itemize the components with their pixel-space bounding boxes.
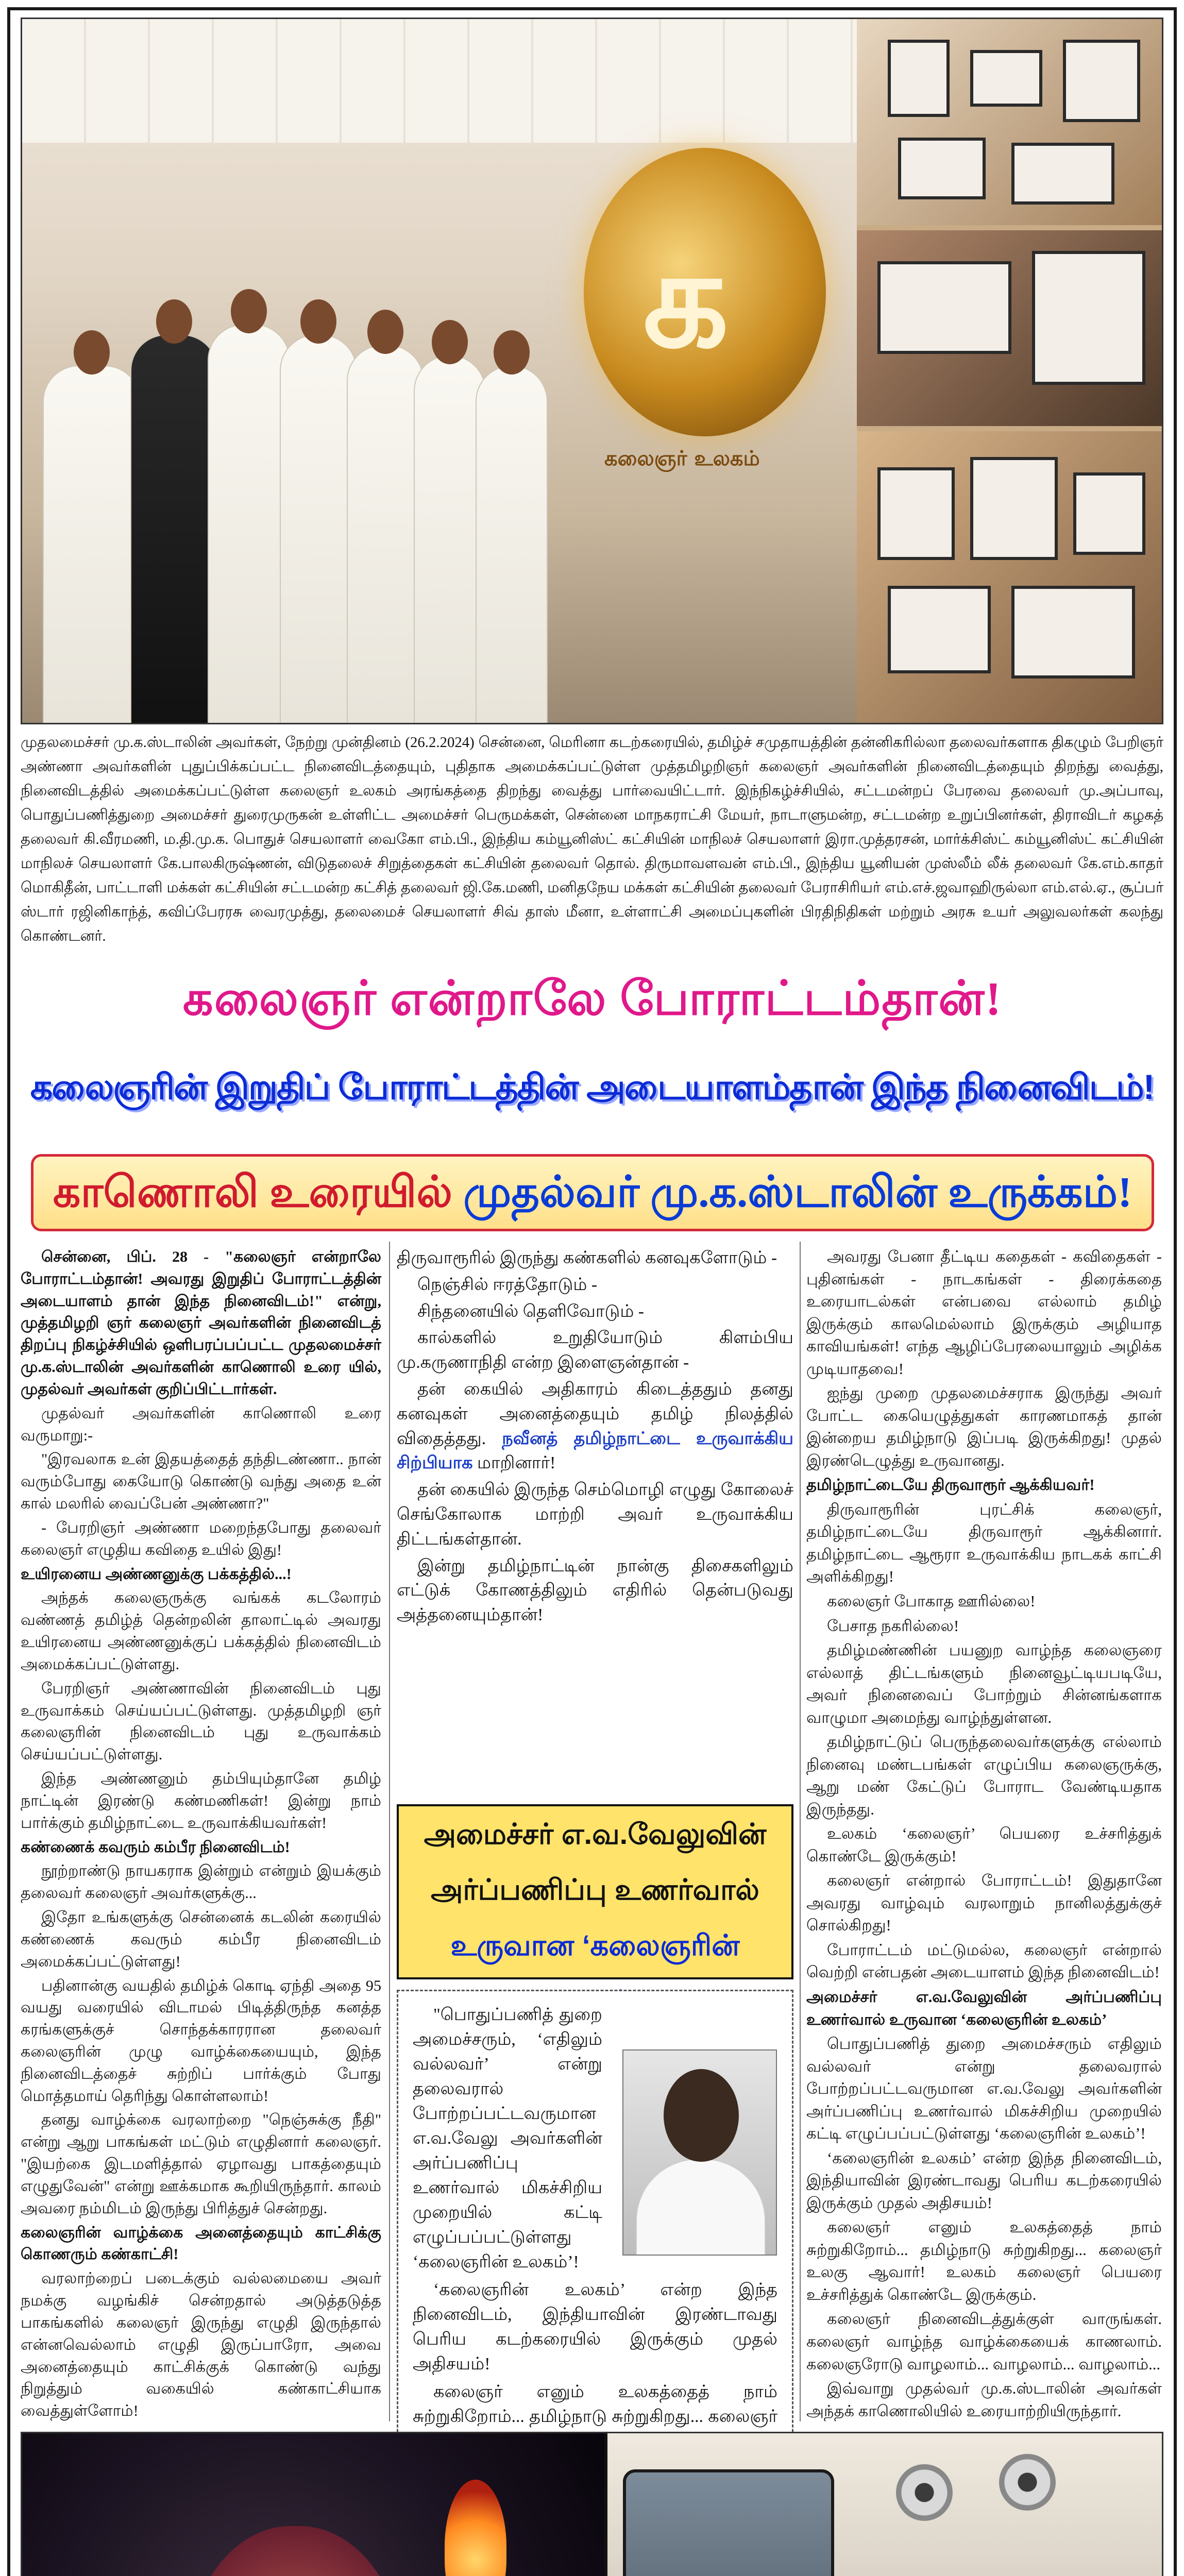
paragraph-text: நூற்றாண்டு நாயகராக இன்றும் என்றும் இயக்கும் தலைவர் கலைஞர் அவர்களுக்கு...	[21, 1862, 381, 1902]
box-headline	[397, 1804, 793, 1979]
logo-letter: க	[643, 220, 729, 377]
box-paragraph: "பொதுப்பணித் துறை அமைச்சரும், ‘எதிலும் வல்லவர்’ என்று தலைவரால் போற்றப்பட்டவருமான எ.வ.வேலு அவர்களின் அர்ப்பணிப்பு உணர்வால் மிகச்சிறிய முறையில் கட்டி எழுப்பப்பட்டுள்ளது ‘கலைஞரின் உலகம்’!	[413, 2005, 602, 2272]
sub-headline-part-1: காணொலி உரையில்	[53, 1168, 464, 1216]
paragraph	[21, 1906, 381, 1972]
paragraph	[21, 2267, 381, 2422]
minister-portrait	[622, 2049, 777, 2256]
paragraph	[21, 2109, 381, 2219]
paragraph	[806, 2033, 1162, 2145]
paragraph	[397, 1326, 793, 1375]
paragraph	[21, 1677, 381, 1766]
torch-icon	[445, 2480, 506, 2576]
box-paragraph: கலைஞர் எனும் உலகத்தைத் நாம் சுற்றுகிறோம்... தமிழ்நாடு சுற்றுகிறது... கலைஞர்	[413, 2382, 777, 2426]
paragraph	[806, 2216, 1162, 2306]
paragraph-text: கலைஞர் எனும் உலகத்தைத் நாம் சுற்றுகிறோம்... தமிழ்நாடு சுற்றுகிறது... கலைஞர் உலகு ஆவார்! உலகம் கலைஞர் பெயரை உச்சரித்துக் கொண்டே இருக்கும்.	[806, 2218, 1162, 2303]
paragraph-text: கலைஞர் போகாத ஊரில்லை!	[827, 1592, 1036, 1610]
paragraph-text: சென்னை, பிப். 28 - "கலைஞர் என்றாலே போராட்டம்தான்! அவரது இறுதிப் போராட்டத்தின் அடையாளம் தான் இந்த நினைவிடம்!" என்று, முத்தமிழறி ஞர் கலைஞர் அவர்களின் நினைவிடத் திறப்பு நிகழ்ச்சியில் ஒளிபரப்பப்பட்ட முதலமைச்சர் மு.க.ஸ்டாலின் அவர்களின் காணொலி உரை யில், முதல்வர் அவர்கள் குறிப்பிட்டார்கள்.	[21, 1248, 381, 1398]
section-heading	[21, 1563, 381, 1585]
article-column-2	[397, 1246, 793, 1630]
paragraph-text: பொதுப்பணித் துறை அமைச்சரும் எதிலும் வல்லவர் என்று தலைவரால் போற்றப்பட்டவருமான எ.வ.வேலு அவர்களின் அர்ப்பணிப்பு உணர்வால் மிகச்சிறிய முறையில் கட்டி எழுப்பப்பட்டுள்ளது ‘கலைஞரின் உலகம்’!	[806, 2035, 1162, 2143]
ceiling-fan-icon	[999, 2454, 1056, 2511]
top-photo-caption: முதலமைச்சர் மு.க.ஸ்டாலின் அவர்கள், நேற்று முன்தினம் (26.2.2024) சென்னை, மெரினா கடற்கரையில், தமிழ்ச் சமுதாயத்தின் தன்னிகரில்லா தலைவர்களாக திகழும் பேறிஞர் அண்ணா அவர்களின் புதுப்பிக்கப்பட்ட நினைவிடத்தையும், புதிதாக அமைக்கப்பட்டுள்ள முத்தமிழறிஞர் கலைஞர் அவர்களின் நினைவிடத்தையும் திறந்து வைத்து, நினைவிடத்தில் அமைக்கப்பட்டுள்ள கலைஞர் உலகம் அரங்கத்தை திறந்து வைத்து பார்வையிட்டார். இந்நிகழ்ச்சியில், சட்டமன்றப் பேரவை தலைவர் மு.அப்பாவு, பொதுப்பணித்துறை அமைச்சர் துரைமுருகன் உள்ளிட்ட அமைச்சர் பெருமக்கள், சென்னை மாநகராட்சி மேயர், நாடாளுமன்ற, சட்டமன்ற உறுப்பினர்கள், திராவிடர் கழகத் தலைவர் கி.வீரமணி, ம.தி.மு.க. பொதுச் செயலாளர் வைகோ எம்.பி., இந்திய கம்யூனிஸ்ட் கட்சியின் மாநிலச் செயலாளர் இரா.முத்தரசன், மார்க்சிஸ்ட் கம்யூனிஸ்ட் கட்சியின் மாநிலச் செயலாளர் கே.பாலகிருஷ்ணன், விடுதலைச் சிறுத்தைகள் கட்சியின் தலைவர் தொல். திருமாவளவன் எம்.பி., இந்திய யூனியன் முஸ்லீம் லீக் தலைவர் கே.எம்.காதர் மொகிதீன், பாட்டாளி மக்கள் கட்சியின் சட்டமன்ற கட்சித் தலைவர் ஜி.கே.மணி, மனிதநேய மக்கள் கட்சியின் தலைவர் பேராசிரியர் எம்.எச்.ஜவாஹிருல்லா எம்.எல்.ஏ., சூப்பர் ஸ்டார் ரஜினிகாந்த், கவிப்பேரரசு வைரமுத்து, தலைமைச் செயலாளர் சிவ் தாஸ் மீனா, உள்ளாட்சி அமைப்புகளின் பிரதிநிதிகள் மற்றும் அரசு உயர் அலுவலர்கள் கலந்து கொண்டனர்.	[21, 734, 1163, 944]
paragraph-text: அமைச்சர் எ.வ.வேலுவின் அர்ப்பணிப்பு உணர்வால் உருவான ‘கலைஞரின் உலகம்’	[806, 1988, 1162, 2028]
paragraph-text: திருவாரூரின் புரட்சிக் கலைஞர், தமிழ்நாட்டையே திருவாரூர் ஆக்கினார். தமிழ்நாட்டை ஆரூரா உருவாக்கிய நாடகக் காட்சி அளிக்கிறது!	[806, 1500, 1162, 1586]
paragraph	[806, 1615, 1162, 1638]
paragraph	[806, 2308, 1162, 2376]
section-heading	[21, 1836, 381, 1858]
highlight-text: நவீனத் தமிழ்நாட்டை உருவாக்கிய சிற்பியாக	[397, 1429, 793, 1473]
paragraph	[806, 1639, 1162, 1729]
paragraph-text: இந்த அண்ணனும் தம்பியும்தானே தமிழ் நாட்டின் இரண்டு கண்மணிகள்! இன்று நாம் பார்க்கும் தமிழ்நாட்டை உருவாக்கியவர்கள்!	[21, 1770, 381, 1832]
paragraph-text: கால்களில் உறுதியோடும் கிளம்பிய மு.கருணாநிதி என்ற இளைஞன்தான் -	[397, 1328, 793, 1372]
logo-caption: கலைஞர் உலகம்	[604, 447, 760, 470]
paragraph-text: தன் கையில் இருந்த செம்மொழி எழுது கோலைச் செங்கோலாக மாற்றி அவர் உருவாக்கிய திட்டங்கள்தான்.	[397, 1480, 793, 1549]
paragraph-text: தமிழ்நாட்டுப் பெருந்தலைவர்களுக்கு எல்லாம் நினைவு மண்டபங்கள் எழுப்பிய கலைஞருக்கு, ஆறு மண் கேட்டுப் போராட வேண்டியதாக இருந்தது.	[806, 1733, 1162, 1818]
paragraph-text: உலகம் ‘கலைஞர்’ பெயரை உச்சரித்துக் கொண்டே இருக்கும்!	[806, 1825, 1162, 1865]
inauguration-photo	[22, 19, 857, 724]
display-screen	[623, 2469, 834, 2576]
ceiling-fan-icon	[896, 2464, 953, 2521]
box-paragraph: ‘கலைஞரின் உலகம்’ என்ற இந்த நினைவிடம், இந்தியாவின் இரண்டாவது பெரிய கடற்கரையில் இருக்கும் முதல் அதிசயம்!	[413, 2280, 777, 2374]
paragraph-text: தமிழ்நாட்டையே திருவாரூர் ஆக்கியவர்!	[806, 1476, 1095, 1494]
paragraph	[806, 1939, 1162, 1984]
gallery-photos	[857, 19, 1163, 724]
paragraph-text: பேரறிஞர் அண்ணாவின் நினைவிடம் புது உருவாக்கம் செய்யப்பட்டுள்ளது. முத்தமிழறி ஞர் கலைஞரின் நினைவிடம் புது உருவாக்கம் செய்யப்பட்டுள்ளது.	[21, 1679, 381, 1764]
dignitaries-group	[43, 205, 558, 724]
column-rule	[389, 1242, 390, 2421]
paragraph-text: நெஞ்சில் ஈரத்தோடும் -	[417, 1275, 598, 1294]
column-rule	[800, 1242, 801, 2421]
article-column-1	[21, 1246, 381, 2424]
gallery-photo-1	[857, 19, 1163, 225]
paragraph	[806, 1823, 1162, 1868]
section-heading	[806, 1474, 1162, 1497]
paragraph-text: ஐந்து முறை முதலமைச்சராக இருந்து அவர் போட்ட கையெழுத்துகள் காரணமாகத் தான் இன்றைய தமிழ்நாடு இப்படி இருக்கிறது! முதல் இரண்டெழுத்து உருவானது.	[806, 1384, 1162, 1469]
paragraph-text: தன் கையில் அதிகாரம் கிடைத்ததும் தனது கனவுகள் அனைத்தையும் தமிழ் நிலத்தில் விதைத்தது.	[397, 1379, 793, 1448]
section-heading	[21, 2222, 381, 2266]
audience-photo	[607, 2433, 1163, 2576]
box-headline-line-2: அர்ப்பணிப்பு உணர்வால்	[431, 1873, 759, 1906]
paragraph-text: பதினான்கு வயதில் தமிழ்க் கொடி ஏந்தி அதை 95 வயது வரையில் விடாமல் பிடித்திருந்த கனத்த கரங்களுக்குச் சொந்தக்காரரான தலைவர் கலைஞரின் முழு வாழ்க்கையையும், இந்த நினைவிடத்தைச் சுற்றிப் பார்க்கும் போது மொத்தமாய் தெரிந்து கொள்ளலாம்!	[21, 1976, 381, 2105]
paragraph-text: உயிரனைய அண்ணனுக்கு பக்கத்தில்...!	[21, 1565, 292, 1583]
paragraph	[806, 2147, 1162, 2215]
paragraph	[21, 1246, 381, 1400]
paragraph	[397, 1478, 793, 1551]
paragraph-text: இவ்வாறு முதல்வர் மு.க.ஸ்டாலின் அவர்கள் அந்தக் காணொலியில் உரையாற்றியிருந்தார்.	[806, 2380, 1162, 2420]
paragraph	[806, 1499, 1162, 1588]
paragraph-text: கண்ணைக் கவரும் கம்பீர நினைவிடம்!	[21, 1838, 290, 1856]
paragraph	[21, 1975, 381, 2107]
paragraph	[21, 1587, 381, 1675]
paragraph-text: கலைஞரின் வாழ்க்கை அனைத்தையும் காட்சிக்கு கொணரும் கண்காட்சி!	[21, 2223, 381, 2263]
paragraph	[21, 1517, 381, 1561]
paragraph-text: திருவாரூரில் இருந்து கண்களில் கனவுகளோடும் -	[397, 1248, 777, 1267]
box-headline-line-3: உருவான ‘கலைஞரின்	[450, 1929, 740, 1961]
gallery-photo-3	[857, 431, 1163, 724]
paragraph-text: - பேரறிஞர் அண்ணா மறைந்தபோது தலைவர் கலைஞர் எழுதிய கவிதை உயில் இது!	[21, 1518, 381, 1558]
main-headline: கலைஞரின் இறுதிப் போராட்டத்தின் அடையாளம்தான் இந்த நினைவிடம்!	[30, 1067, 1154, 1107]
paragraph-text: சிந்தனையில் தெளிவோடும் -	[417, 1301, 644, 1321]
paragraph-text: போராட்டம் மட்டுமல்ல, கலைஞர் என்றால் வெற்றி என்பதன் அடையாளம் இந்த நினைவிடம்!	[806, 1941, 1162, 1981]
bottom-photos	[21, 2432, 1163, 2576]
paragraph-text: இதோ உங்களுக்கு சென்னைக் கடலின் கரையில் கண்ணைக் கவரும் கம்பீர நினைவிடம் அமைக்கப்பட்டுள்ளது!	[21, 1908, 381, 1970]
paragraph	[806, 1731, 1162, 1821]
paragraph-text: கலைஞர் நினைவிடத்துக்குள் வாருங்கள். கலைஞர் வாழ்ந்த வாழ்க்கையைக் காணலாம். கலைஞரோடு வாழலாம்... வாழலாம்... வாழலாம்...	[806, 2310, 1162, 2373]
paragraph-text: கலைஞர் என்றால் போராட்டம்! இதுதானே அவரது வாழ்வும் வரலாறும் நானிலத்துக்குச் சொல்கிறது!	[806, 1872, 1162, 1935]
paragraph	[21, 1448, 381, 1514]
gallery-photo-2	[857, 230, 1163, 426]
paragraph	[21, 1768, 381, 1834]
paragraph	[806, 1870, 1162, 1937]
ceiling	[22, 19, 857, 143]
paragraph	[21, 1402, 381, 1447]
paragraph-text: மாறினார்!	[472, 1453, 556, 1473]
paragraph	[21, 1860, 381, 1904]
portrait-display-photo	[22, 2433, 604, 2576]
paragraph-text: இன்று தமிழ்நாட்டின் நான்கு திசைகளிலும் எட்டுக் கோணத்திலும் எதிரில் தென்படுவது அத்தனையும்தான்!	[397, 1556, 793, 1625]
sub-headline	[31, 1154, 1154, 1231]
sub-headline-part-2: முதல்வர் மு.க.ஸ்டாலின் உருக்கம்!	[463, 1168, 1132, 1216]
article-column-3	[806, 1246, 1162, 2425]
top-photo	[21, 18, 1163, 724]
paragraph-text: அந்தக் கலைஞருக்கு வங்கக் கடலோரம் வண்ணத் தமிழ்த் தென்றலின் தாலாட்டில் அவரது உயிரனைய அண்ணனுக்குப் பக்கத்தில் நினைவிடம் அமைக்கப்பட்டுள்ளது.	[21, 1589, 381, 1673]
paragraph-text: தமிழ்மண்ணின் பயனுற வாழ்ந்த கலைஞரை எல்லாத் திட்டங்களும் நினைவூட்டியபடியே, அவர் நினைவைப் போற்றும் சின்னங்களாக வாழுமா அமைந்து வாழ்ந்துள்ளன.	[806, 1641, 1162, 1726]
paragraph-text: அவரது பேனா தீட்டிய கதைகள் - கவிதைகள் - புதினங்கள் - நாடகங்கள் - திரைக்கதை உரையாடல்கள் என்பவை எல்லாம் தமிழ் இருக்கும் காலமெல்லாம் இருக்கும் அழியாத காவியங்கள்! எந்த ஆழிப்பேரலையாலும் அழிக்க முடியாதவை!	[806, 1248, 1162, 1378]
paragraph	[806, 1382, 1162, 1472]
paragraph	[397, 1377, 793, 1476]
box-headline-line-1: அமைச்சர் எ.வ.வேலுவின்	[424, 1818, 767, 1850]
paragraph-text: ‘கலைஞரின் உலகம்’ என்ற இந்த நினைவிடம், இந்தியாவின் இரண்டாவது பெரிய கடற்கரையில் இருக்கும் முதல் அதிசயம்!	[806, 2149, 1162, 2212]
section-heading	[806, 1986, 1162, 2031]
paragraph	[397, 1554, 793, 1628]
paragraph-text: பேசாத நகரில்லை!	[827, 1617, 959, 1635]
headline-kicker: கலைஞர் என்றாலே போராட்டம்தான்!	[182, 972, 1003, 1025]
paragraph	[397, 1246, 793, 1270]
paragraph	[806, 1590, 1162, 1613]
paragraph	[806, 2378, 1162, 2422]
paragraph-text: "இரவலாக உன் இதயத்தைத் தந்திடண்ணா.. நான் வரும்போது கையோடு கொண்டு வந்து அதை உன் கால் மலரில் வைப்பேன் அண்ணா?"	[21, 1450, 381, 1513]
paragraph	[806, 1246, 1162, 1380]
paragraph-text: தனது வாழ்க்கை வரலாற்றை "நெஞ்சுக்கு நீதி" என்று ஆறு பாகங்கள் மட்டும் எழுதினார் கலைஞர். "இயற்கை இடமளித்தால் ஏழாவது பாகத்தையும் எழுதுவேன்" என்று ஊக்கமாக கூறியிருந்தார். காலம் அவரை நம்மிடம் இருந்து பிரித்துச் சென்றது.	[21, 2111, 381, 2217]
paragraph-text: வரலாற்றைப் படைக்கும் வல்லமையை அவர் நமக்கு வழங்கிச் சென்றதால் அடுத்தடுத்த பாகங்களில் கலைஞர் இருந்து எழுதி இருந்தால் என்னவெல்லாம் எழுதி இருப்பாரோ, அவை அனைத்தையும் காட்சிக்குக் கொண்டு வந்து நிறுத்தும் வகையில் கண்காட்சியாக வைத்துள்ளோம்!	[21, 2269, 381, 2420]
paragraph-text: முதல்வர் அவர்களின் காணொலி உரை வருமாறு:-	[21, 1404, 381, 1444]
paragraph	[397, 1273, 793, 1297]
paragraph	[397, 1299, 793, 1324]
